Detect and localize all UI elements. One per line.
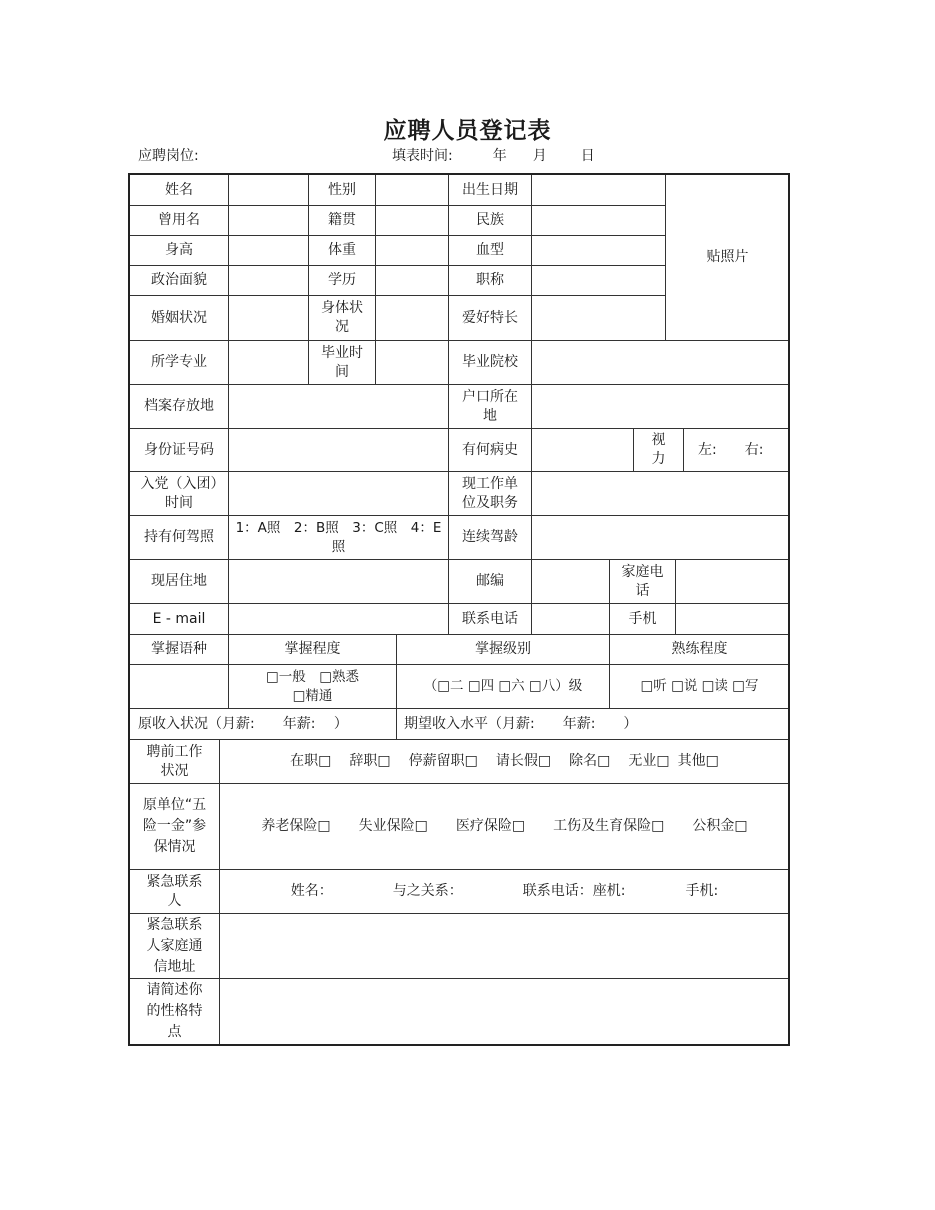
label-level: 掌握级别 [396, 634, 610, 665]
vision-right: 右: [744, 441, 764, 458]
label-personality: 请简述你的性格特点 [129, 978, 220, 1045]
field-gender[interactable] [375, 174, 449, 206]
field-title-rank[interactable] [531, 265, 666, 296]
vision-left: 左: [698, 441, 717, 458]
label-native-place: 籍贯 [308, 205, 376, 236]
day-label: 日 [580, 148, 595, 164]
work-status-options[interactable] [219, 739, 790, 784]
label-contact-phone: 联系电话 [448, 603, 532, 635]
form-title: 应聘人员登记表 [383, 118, 552, 144]
month-label: 月 [532, 148, 547, 164]
field-weight[interactable] [375, 235, 449, 266]
label-license: 持有何驾照 [129, 515, 229, 560]
field-party[interactable] [228, 471, 449, 516]
field-personality[interactable] [219, 978, 790, 1045]
label-marital: 婚姻状况 [129, 295, 229, 341]
label-emergency-address: 紧急联系人家庭通信地址 [129, 913, 220, 979]
label-grad-time: 毕业时间 [308, 340, 376, 385]
label-hukou: 户口所在地 [448, 384, 532, 429]
label-height: 身高 [129, 235, 229, 266]
label-mobile: 手机 [609, 603, 676, 635]
emergency-phone: 联系电话：座机: [522, 883, 626, 899]
status-unemployed[interactable]: 无业□ [628, 753, 670, 769]
status-other[interactable]: 其他□ [677, 753, 719, 769]
position-label: 应聘岗位: [138, 148, 199, 164]
emergency-mobile: 手机: [685, 883, 719, 899]
insurance-unemployment[interactable]: 失业保险□ [358, 818, 428, 834]
status-dismissed[interactable]: 除名□ [569, 753, 611, 769]
label-work-status: 聘前工作状况 [129, 739, 220, 784]
label-language: 掌握语种 [129, 634, 229, 665]
field-id-no[interactable] [228, 428, 449, 472]
label-emergency: 紧急联系人 [129, 869, 220, 914]
label-postcode: 邮编 [448, 559, 532, 604]
insurance-injury-maternity[interactable]: 工伤及生育保险□ [553, 818, 665, 834]
label-vision: 视力 [633, 428, 684, 472]
photo-box[interactable]: 贴照片 [665, 174, 790, 341]
original-income[interactable]: 原收入状况（月薪: 年薪: ） [129, 708, 397, 740]
degree-options[interactable]: □一般 □熟悉 □精通 [228, 664, 397, 709]
field-emergency-address[interactable] [219, 913, 790, 979]
field-health[interactable] [375, 295, 449, 341]
insurance-pension[interactable]: 养老保险□ [261, 818, 331, 834]
label-party: 入党（入团）时间 [129, 471, 229, 516]
expected-income[interactable]: 期望收入水平（月薪: 年薪: ） [396, 708, 790, 740]
field-former-name[interactable] [228, 205, 309, 236]
label-email: E - mail [129, 603, 229, 635]
label-title-rank: 职称 [448, 265, 532, 296]
status-long-leave[interactable]: 请长假□ [495, 753, 552, 769]
fill-time-label: 填表时间: [392, 148, 453, 164]
field-illness[interactable] [531, 428, 634, 472]
insurance-medical[interactable]: 医疗保险□ [455, 818, 526, 834]
field-address[interactable] [228, 559, 449, 604]
field-current-job[interactable] [531, 471, 790, 516]
year-label: 年 [492, 148, 507, 164]
emergency-name: 姓名： [290, 883, 333, 899]
label-driving-years: 连续驾龄 [448, 515, 532, 560]
field-grad-time[interactable] [375, 340, 449, 385]
field-school[interactable] [531, 340, 790, 385]
insurance-options[interactable] [219, 783, 790, 870]
label-archive: 档案存放地 [129, 384, 229, 429]
field-mobile[interactable] [675, 603, 790, 635]
field-marital[interactable] [228, 295, 309, 341]
field-driving-years[interactable] [531, 515, 790, 560]
status-leave-no-pay[interactable]: 停薪留职□ [408, 753, 478, 769]
label-political: 政治面貌 [129, 265, 229, 296]
field-ethnicity[interactable] [531, 205, 666, 236]
label-hobbies: 爱好特长 [448, 295, 532, 341]
label-weight: 体重 [308, 235, 376, 266]
level-options[interactable]: （□二 □四 □六 □八）级 [396, 664, 610, 709]
label-major: 所学专业 [129, 340, 229, 385]
status-resigned[interactable]: 辞职□ [349, 753, 391, 769]
field-contact-phone[interactable] [531, 603, 610, 635]
label-id-no: 身份证号码 [129, 428, 229, 472]
label-insurance: 原单位“五险一金”参保情况 [129, 783, 220, 870]
label-school: 毕业院校 [448, 340, 532, 385]
field-vision[interactable] [683, 428, 790, 472]
label-name: 姓名 [129, 174, 229, 206]
label-degree: 掌握程度 [228, 634, 397, 665]
field-archive[interactable] [228, 384, 449, 429]
label-former-name: 曾用名 [129, 205, 229, 236]
label-proficiency: 熟练程度 [609, 634, 790, 665]
emergency-relation: 与之关系： [392, 883, 463, 899]
label-birth: 出生日期 [448, 174, 532, 206]
field-education[interactable] [375, 265, 449, 296]
label-address: 现居住地 [129, 559, 229, 604]
label-illness: 有何病史 [448, 428, 532, 472]
label-health: 身体状况 [308, 295, 376, 341]
status-employed[interactable]: 在职□ [290, 753, 332, 769]
field-hobbies[interactable] [531, 295, 666, 341]
field-postcode[interactable] [531, 559, 610, 604]
field-height[interactable] [228, 235, 309, 266]
field-political[interactable] [228, 265, 309, 296]
proficiency-options[interactable]: □听 □说 □读 □写 [609, 664, 790, 709]
field-home-phone[interactable] [675, 559, 790, 604]
field-hukou[interactable] [531, 384, 790, 429]
field-blood[interactable] [531, 235, 666, 266]
label-ethnicity: 民族 [448, 205, 532, 236]
field-language[interactable] [129, 664, 229, 709]
field-birth[interactable] [531, 174, 666, 206]
field-email[interactable] [228, 603, 449, 635]
label-home-phone: 家庭电话 [609, 559, 676, 604]
label-gender: 性别 [308, 174, 376, 206]
field-name[interactable] [228, 174, 309, 206]
field-native-place[interactable] [375, 205, 449, 236]
fill-time [392, 145, 595, 165]
label-education: 学历 [308, 265, 376, 296]
license-options[interactable]: 1：A照 2：B照 3：C照 4：E照 [228, 515, 449, 560]
insurance-housing-fund[interactable]: 公积金□ [692, 818, 748, 834]
label-current-job: 现工作单位及职务 [448, 471, 532, 516]
emergency-fields[interactable] [219, 869, 790, 914]
label-blood: 血型 [448, 235, 532, 266]
field-major[interactable] [228, 340, 309, 385]
